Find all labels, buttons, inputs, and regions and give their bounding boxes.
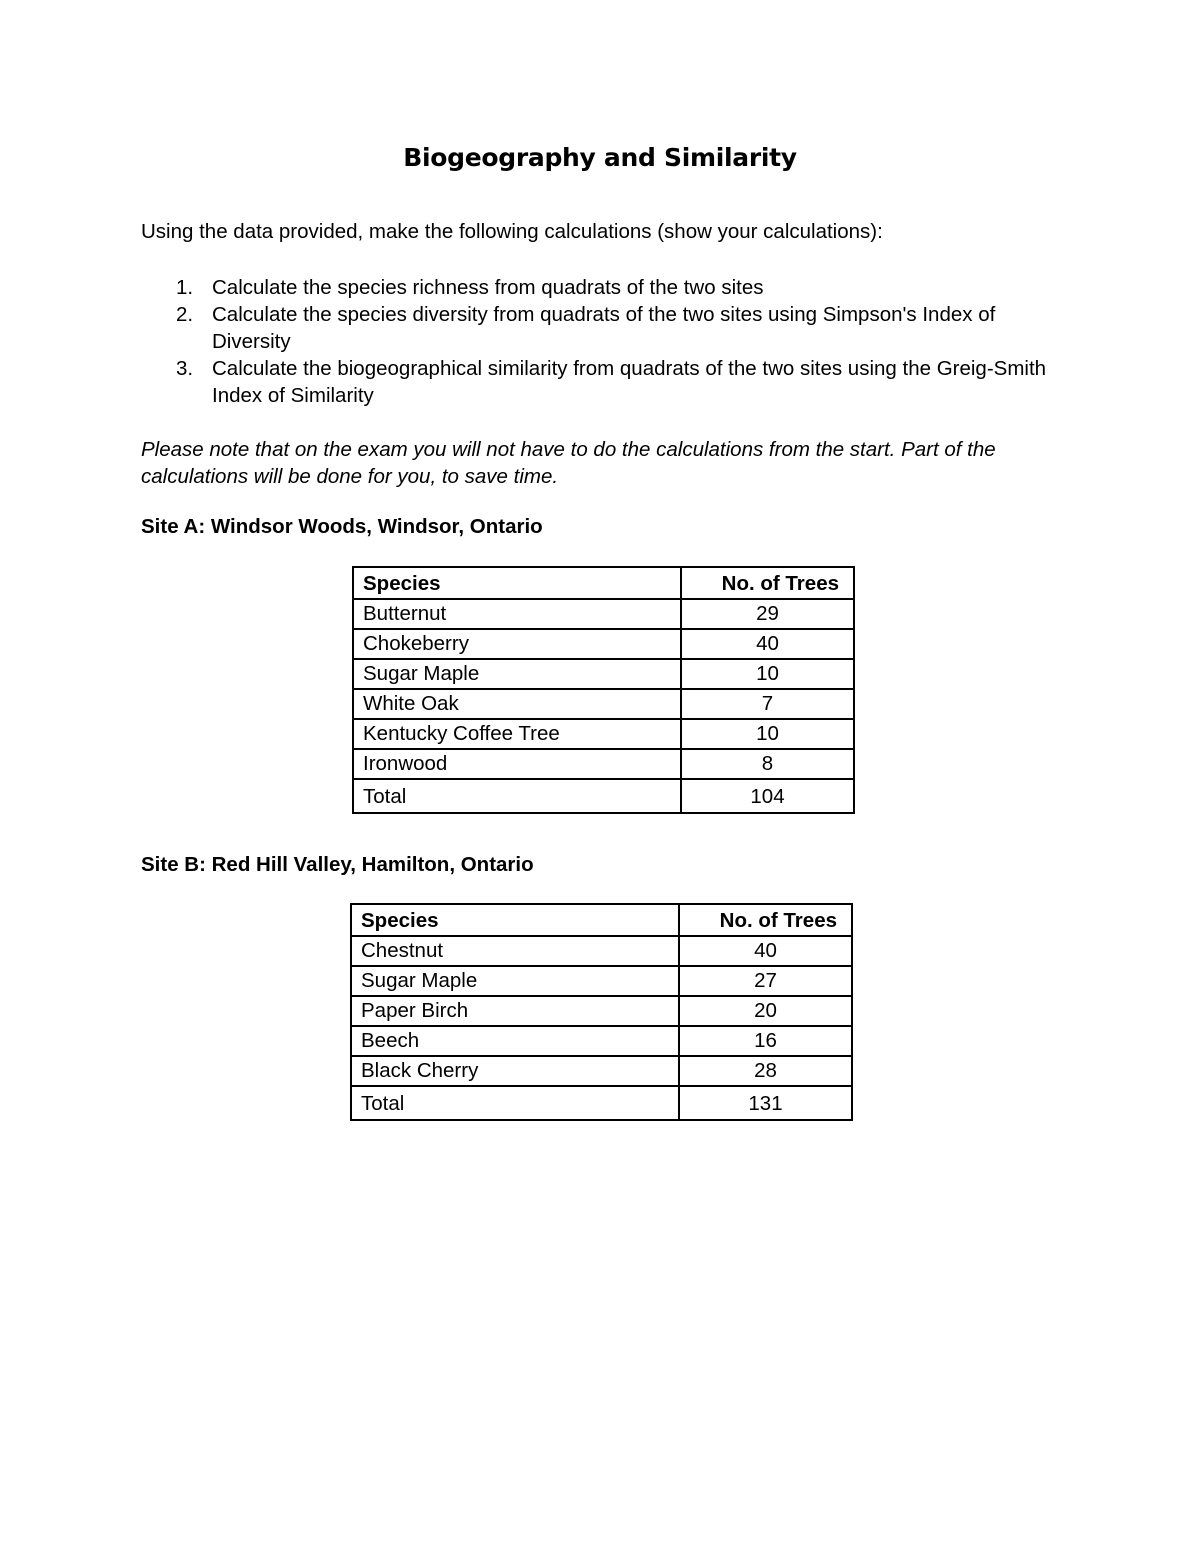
table-row bbox=[351, 996, 852, 1026]
count-cell: 40 bbox=[681, 629, 854, 659]
count-cell: 10 bbox=[681, 659, 854, 689]
site-b-heading: Site B: Red Hill Valley, Hamilton, Ontario bbox=[141, 853, 534, 876]
site-a-heading: Site A: Windsor Woods, Windsor, Ontario bbox=[141, 515, 543, 538]
table-row bbox=[353, 689, 854, 719]
instruction-list bbox=[141, 274, 1071, 409]
column-header-count: No. of Trees bbox=[679, 904, 852, 936]
table-row bbox=[353, 719, 854, 749]
total-label: Total bbox=[353, 779, 681, 813]
instruction-text: Calculate the species diversity from quadrats of the two sites using Simpson's Index of Diversity bbox=[212, 303, 996, 353]
total-label: Total bbox=[351, 1086, 679, 1120]
count-cell: 40 bbox=[679, 936, 852, 966]
page-title: Biogeography and Similarity bbox=[403, 143, 797, 172]
intro-text: Using the data provided, make the following calculations (show your calculations): bbox=[141, 220, 883, 243]
column-header-species: Species bbox=[351, 904, 679, 936]
column-header-count: No. of Trees bbox=[681, 567, 854, 599]
species-cell: Butternut bbox=[353, 599, 681, 629]
count-cell: 16 bbox=[679, 1026, 852, 1056]
instruction-item bbox=[141, 355, 1071, 409]
instruction-number: 3. bbox=[176, 357, 194, 380]
total-value: 104 bbox=[681, 779, 854, 813]
instruction-text: Calculate the species richness from quadrats of the two sites bbox=[212, 276, 764, 299]
site-a-table bbox=[352, 566, 855, 814]
table-row bbox=[351, 966, 852, 996]
total-row bbox=[353, 779, 854, 813]
instruction-text: Calculate the biogeographical similarity from quadrats of the two sites using the Greig-Smith Index of Similarity bbox=[212, 357, 1047, 407]
species-cell: White Oak bbox=[353, 689, 681, 719]
table-row bbox=[353, 629, 854, 659]
total-row bbox=[351, 1086, 852, 1120]
species-cell: Beech bbox=[351, 1026, 679, 1056]
site-b-table bbox=[350, 903, 853, 1121]
instruction-item bbox=[141, 274, 1071, 301]
count-cell: 27 bbox=[679, 966, 852, 996]
table-header-row bbox=[351, 904, 852, 936]
species-cell: Chokeberry bbox=[353, 629, 681, 659]
table-row bbox=[353, 749, 854, 779]
count-cell: 7 bbox=[681, 689, 854, 719]
total-value: 131 bbox=[679, 1086, 852, 1120]
count-cell: 29 bbox=[681, 599, 854, 629]
table-row bbox=[353, 599, 854, 629]
count-cell: 10 bbox=[681, 719, 854, 749]
species-cell: Ironwood bbox=[353, 749, 681, 779]
species-cell: Chestnut bbox=[351, 936, 679, 966]
table-row bbox=[351, 1056, 852, 1086]
table-header-row bbox=[353, 567, 854, 599]
species-cell: Sugar Maple bbox=[353, 659, 681, 689]
column-header-species: Species bbox=[353, 567, 681, 599]
instruction-item bbox=[141, 301, 1071, 355]
exam-note: Please note that on the exam you will not have to do the calculations from the start. Part of the calculations will be done for you, to save time. bbox=[141, 438, 996, 488]
instruction-number: 1. bbox=[176, 276, 194, 299]
species-cell: Black Cherry bbox=[351, 1056, 679, 1086]
instruction-number: 2. bbox=[176, 303, 194, 326]
table-row bbox=[351, 1026, 852, 1056]
species-cell: Paper Birch bbox=[351, 996, 679, 1026]
table-row bbox=[353, 659, 854, 689]
count-cell: 28 bbox=[679, 1056, 852, 1086]
count-cell: 20 bbox=[679, 996, 852, 1026]
species-cell: Sugar Maple bbox=[351, 966, 679, 996]
count-cell: 8 bbox=[681, 749, 854, 779]
species-cell: Kentucky Coffee Tree bbox=[353, 719, 681, 749]
table-row bbox=[351, 936, 852, 966]
